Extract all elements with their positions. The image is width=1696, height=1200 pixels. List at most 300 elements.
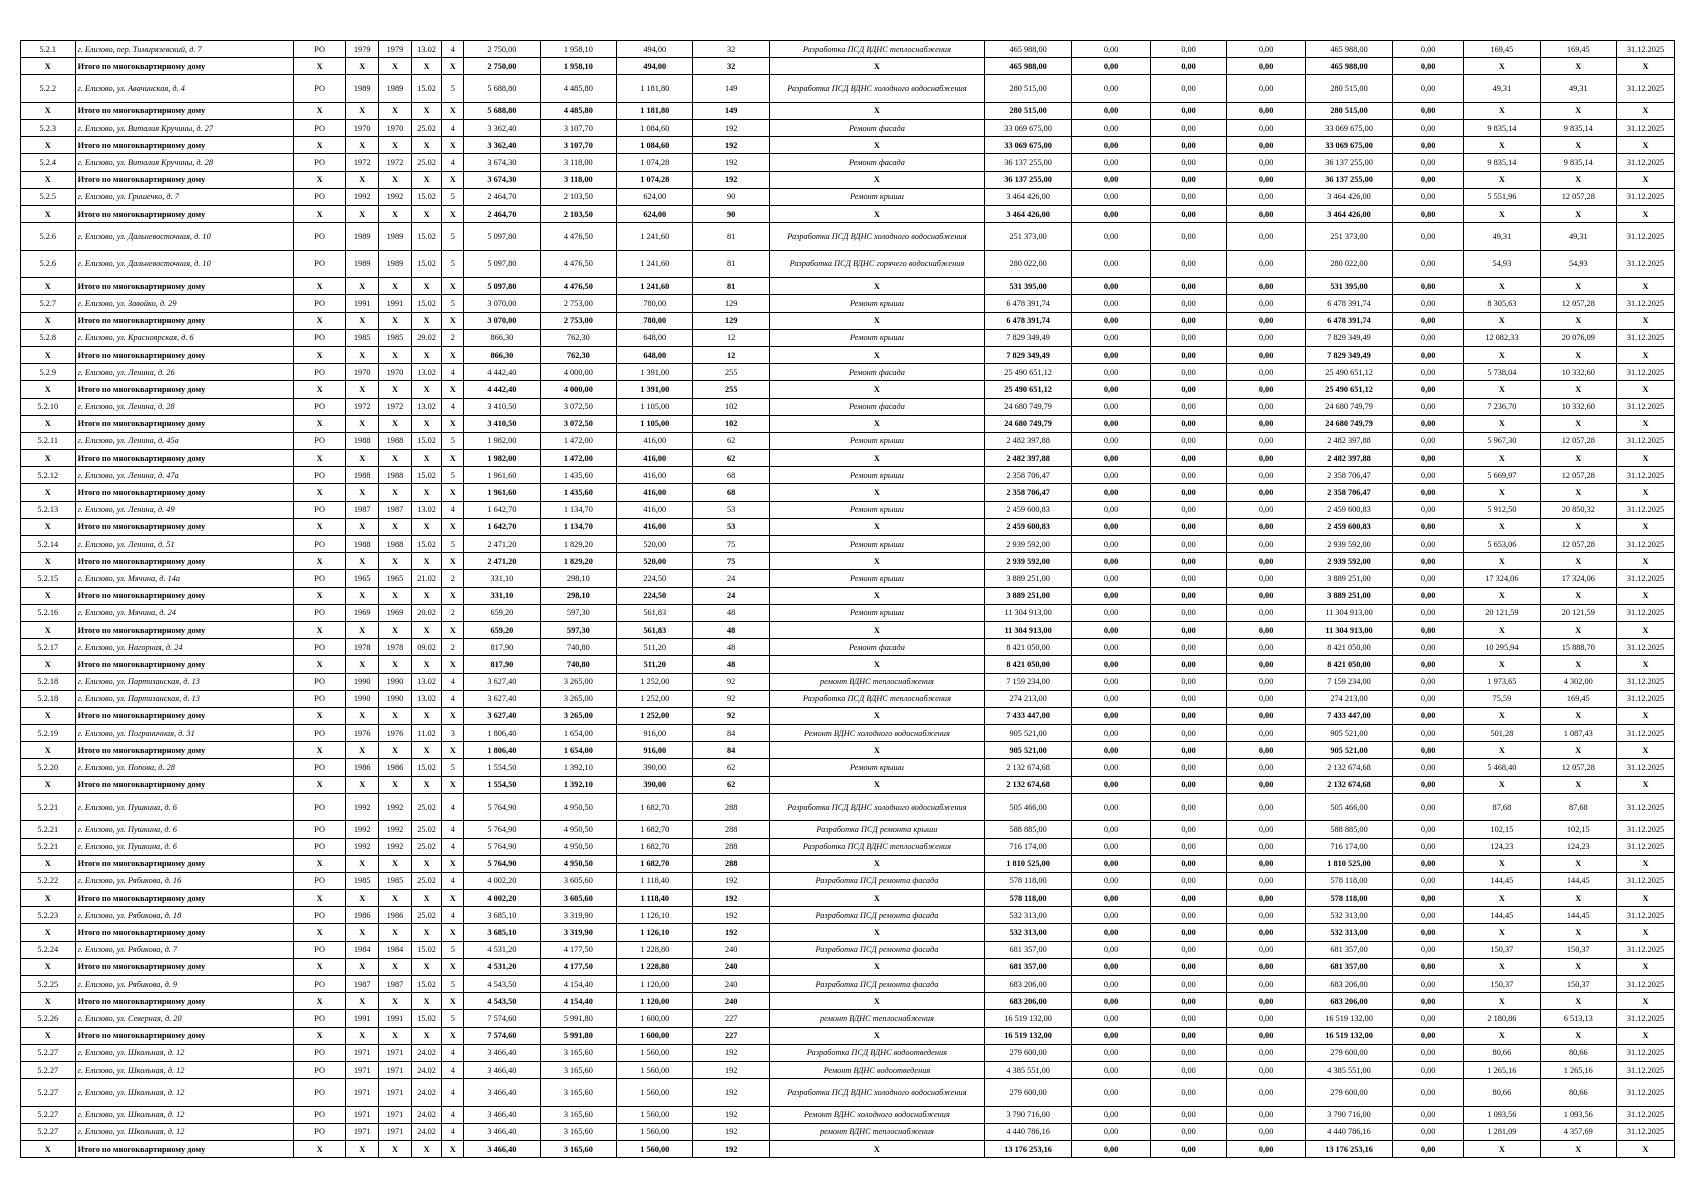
cell-wall-material: Х <box>411 381 442 398</box>
cell-address: Итого по многоквартирному дому <box>75 742 293 759</box>
cell-living-area: 3 118,00 <box>540 154 616 171</box>
cell-deadline: 31.12.2025 <box>1617 673 1675 690</box>
cell-total-area: 3 362,40 <box>464 120 540 137</box>
cell-municipal-funds: 0,00 <box>1227 120 1306 137</box>
cell-floors: Х <box>442 312 464 329</box>
cell-living-area: 3 265,00 <box>540 690 616 707</box>
cell-operator: Х <box>293 855 345 872</box>
cell-regional-funds: 0,00 <box>1150 1141 1226 1158</box>
cell-other-funds: 0,00 <box>1393 673 1464 690</box>
table-row <box>21 250 1675 278</box>
cell-deadline: Х <box>1617 381 1675 398</box>
cell-deadline: 31.12.2025 <box>1617 690 1675 707</box>
cell-residents: 129 <box>693 312 769 329</box>
cell-wall-material: 15.02 <box>411 295 442 312</box>
cell-unit-cost: Х <box>1464 958 1540 975</box>
cell-federal-funds: 0,00 <box>1072 501 1151 518</box>
cell-address: г. Елизово, ул. Рябикова, д. 9 <box>75 976 293 993</box>
cell-municipal-funds: 0,00 <box>1227 907 1306 924</box>
cell-regional-funds: 0,00 <box>1150 432 1226 449</box>
cell-other-funds: 0,00 <box>1393 690 1464 707</box>
cell-regional-funds: 0,00 <box>1150 41 1226 58</box>
cell-roof-area: 520,00 <box>617 536 693 553</box>
cell-row-number: Х <box>21 137 76 154</box>
cell-address: г. Елизово, ул. Гришечко, д. 7 <box>75 188 293 205</box>
cell-deadline: 31.12.2025 <box>1617 250 1675 278</box>
cell-roof-area: 1 241,60 <box>617 250 693 278</box>
cell-municipal-funds: 0,00 <box>1227 171 1306 188</box>
cell-residents: 32 <box>693 58 769 75</box>
cell-wall-material: 15.02 <box>411 976 442 993</box>
cell-work-type: Х <box>769 553 984 570</box>
cell-work-type: Разработка ПСД ремонта фасада <box>769 976 984 993</box>
cell-commission-year: Х <box>379 776 412 793</box>
cell-work-type: Ремонт крыши <box>769 604 984 621</box>
cell-deadline: Х <box>1617 776 1675 793</box>
cell-owner-funds: 24 680 749,79 <box>1305 398 1392 415</box>
cell-total-cost: 578 118,00 <box>984 890 1071 907</box>
cell-commission-year: Х <box>379 278 412 295</box>
cell-commission-year: 1971 <box>379 1123 412 1140</box>
cell-unit-cost: 102,15 <box>1464 821 1540 838</box>
cell-living-area: 1 829,20 <box>540 536 616 553</box>
cell-total-area: 866,30 <box>464 346 540 363</box>
cell-commission-year: 1976 <box>379 725 412 742</box>
cell-regional-funds: 0,00 <box>1150 707 1226 724</box>
cell-municipal-funds: 0,00 <box>1227 484 1306 501</box>
cell-operator: РО <box>293 398 345 415</box>
cell-roof-area: 1 682,70 <box>617 838 693 855</box>
cell-living-area: 3 165,60 <box>540 1061 616 1078</box>
cell-federal-funds: 0,00 <box>1072 188 1151 205</box>
cell-floors: Х <box>442 707 464 724</box>
cell-deadline: Х <box>1617 450 1675 467</box>
cell-regional-funds: 0,00 <box>1150 793 1226 821</box>
cell-federal-funds: 0,00 <box>1072 604 1151 621</box>
cell-federal-funds: 0,00 <box>1072 941 1151 958</box>
cell-total-cost: 1 810 525,00 <box>984 855 1071 872</box>
cell-regional-funds: 0,00 <box>1150 1079 1226 1107</box>
cell-floors: Х <box>442 553 464 570</box>
cell-total-cost: 905 521,00 <box>984 742 1071 759</box>
cell-build-year: Х <box>346 776 379 793</box>
cell-address: Итого по многоквартирному дому <box>75 171 293 188</box>
cell-wall-material: Х <box>411 1141 442 1158</box>
cell-floors: 5 <box>442 295 464 312</box>
cell-owner-funds: 2 132 674,68 <box>1305 776 1392 793</box>
cell-deadline: Х <box>1617 137 1675 154</box>
cell-owner-funds: 280 515,00 <box>1305 102 1392 119</box>
cell-operator: РО <box>293 570 345 587</box>
cell-owner-funds: 2 132 674,68 <box>1305 759 1392 776</box>
cell-residents: 92 <box>693 690 769 707</box>
cell-federal-funds: 0,00 <box>1072 75 1151 103</box>
cell-max-unit-cost: 12 057,28 <box>1540 188 1616 205</box>
cell-deadline: 31.12.2025 <box>1617 398 1675 415</box>
table-row <box>21 536 1675 553</box>
cell-roof-area: 511,20 <box>617 656 693 673</box>
cell-living-area: 3 072,50 <box>540 398 616 415</box>
cell-federal-funds: 0,00 <box>1072 707 1151 724</box>
cell-operator: Х <box>293 346 345 363</box>
cell-commission-year: 1991 <box>379 1010 412 1027</box>
cell-commission-year: Х <box>379 312 412 329</box>
cell-municipal-funds: 0,00 <box>1227 415 1306 432</box>
cell-total-area: 659,20 <box>464 604 540 621</box>
cell-municipal-funds: 0,00 <box>1227 329 1306 346</box>
cell-wall-material: 20.02 <box>411 604 442 621</box>
cell-regional-funds: 0,00 <box>1150 587 1226 604</box>
cell-owner-funds: 7 829 349,49 <box>1305 346 1392 363</box>
cell-residents: 192 <box>693 154 769 171</box>
cell-roof-area: 511,20 <box>617 639 693 656</box>
cell-unit-cost: 150,37 <box>1464 941 1540 958</box>
cell-residents: 48 <box>693 621 769 638</box>
cell-operator: РО <box>293 501 345 518</box>
cell-roof-area: 416,00 <box>617 501 693 518</box>
cell-federal-funds: 0,00 <box>1072 553 1151 570</box>
cell-build-year: Х <box>346 171 379 188</box>
cell-federal-funds: 0,00 <box>1072 976 1151 993</box>
table-row <box>21 41 1675 58</box>
cell-total-cost: 8 421 050,00 <box>984 639 1071 656</box>
cell-residents: 129 <box>693 295 769 312</box>
cell-residents: 32 <box>693 41 769 58</box>
cell-other-funds: 0,00 <box>1393 518 1464 535</box>
table-row <box>21 432 1675 449</box>
cell-work-type: Х <box>769 484 984 501</box>
cell-floors: 2 <box>442 604 464 621</box>
cell-regional-funds: 0,00 <box>1150 604 1226 621</box>
cell-wall-material: Х <box>411 278 442 295</box>
cell-total-area: 3 674,30 <box>464 171 540 188</box>
cell-work-type: Ремонт ВДНС холодного водоснабжения <box>769 725 984 742</box>
cell-federal-funds: 0,00 <box>1072 154 1151 171</box>
cell-unit-cost: 20 121,59 <box>1464 604 1540 621</box>
cell-roof-area: 1 105,00 <box>617 415 693 432</box>
cell-municipal-funds: 0,00 <box>1227 707 1306 724</box>
cell-address: Итого по многоквартирному дому <box>75 312 293 329</box>
cell-owner-funds: 681 357,00 <box>1305 941 1392 958</box>
cell-unit-cost: Х <box>1464 890 1540 907</box>
cell-living-area: 4 000,00 <box>540 381 616 398</box>
cell-commission-year: Х <box>379 137 412 154</box>
cell-regional-funds: 0,00 <box>1150 941 1226 958</box>
cell-floors: Х <box>442 890 464 907</box>
cell-living-area: 4 950,50 <box>540 855 616 872</box>
cell-unit-cost: Х <box>1464 855 1540 872</box>
cell-operator: РО <box>293 75 345 103</box>
cell-operator: Х <box>293 621 345 638</box>
cell-floors: 5 <box>442 759 464 776</box>
cell-commission-year: 1990 <box>379 673 412 690</box>
cell-residents: 149 <box>693 75 769 103</box>
cell-total-area: 3 674,30 <box>464 154 540 171</box>
cell-federal-funds: 0,00 <box>1072 872 1151 889</box>
cell-work-type: Х <box>769 450 984 467</box>
cell-address: г. Елизово, ул. Пушкина, д. 6 <box>75 821 293 838</box>
cell-operator: Х <box>293 890 345 907</box>
subtotal-row <box>21 102 1675 119</box>
cell-build-year: Х <box>346 587 379 604</box>
cell-municipal-funds: 0,00 <box>1227 1044 1306 1061</box>
cell-row-number: Х <box>21 776 76 793</box>
cell-address: г. Елизово, ул. Школьная, д. 12 <box>75 1044 293 1061</box>
cell-build-year: 1989 <box>346 75 379 103</box>
cell-total-area: 4 531,20 <box>464 941 540 958</box>
cell-commission-year: 1972 <box>379 398 412 415</box>
cell-owner-funds: 2 358 706,47 <box>1305 484 1392 501</box>
cell-wall-material: 15.02 <box>411 536 442 553</box>
cell-row-number: 5.2.25 <box>21 976 76 993</box>
cell-total-cost: 16 519 132,00 <box>984 1010 1071 1027</box>
cell-build-year: 1976 <box>346 725 379 742</box>
subtotal-row <box>21 206 1675 223</box>
table-row <box>21 223 1675 251</box>
cell-build-year: 1990 <box>346 690 379 707</box>
cell-row-number: 5.2.26 <box>21 1010 76 1027</box>
cell-residents: 192 <box>693 907 769 924</box>
cell-build-year: 1989 <box>346 223 379 251</box>
cell-operator: РО <box>293 1010 345 1027</box>
cell-address: Итого по многоквартирному дому <box>75 993 293 1010</box>
cell-other-funds: 0,00 <box>1393 188 1464 205</box>
cell-residents: 62 <box>693 432 769 449</box>
cell-commission-year: Х <box>379 855 412 872</box>
cell-commission-year: 1992 <box>379 793 412 821</box>
cell-unit-cost: Х <box>1464 137 1540 154</box>
cell-wall-material: Х <box>411 656 442 673</box>
cell-operator: Х <box>293 656 345 673</box>
cell-total-cost: 3 464 426,00 <box>984 206 1071 223</box>
cell-federal-funds: 0,00 <box>1072 587 1151 604</box>
cell-unit-cost: 1 093,56 <box>1464 1106 1540 1123</box>
cell-build-year: Х <box>346 890 379 907</box>
cell-commission-year: 1991 <box>379 295 412 312</box>
cell-other-funds: 0,00 <box>1393 278 1464 295</box>
cell-build-year: Х <box>346 58 379 75</box>
cell-total-area: 4 002,20 <box>464 872 540 889</box>
cell-row-number: 5.2.21 <box>21 821 76 838</box>
cell-row-number: Х <box>21 1141 76 1158</box>
cell-operator: Х <box>293 1141 345 1158</box>
cell-build-year: 1988 <box>346 536 379 553</box>
cell-address: г. Елизово, ул. Ленина, д. 26 <box>75 364 293 381</box>
cell-operator: РО <box>293 295 345 312</box>
cell-living-area: 4 485,80 <box>540 75 616 103</box>
cell-residents: 227 <box>693 1027 769 1044</box>
cell-total-area: 3 410,50 <box>464 415 540 432</box>
cell-residents: 192 <box>693 1079 769 1107</box>
cell-commission-year: 1990 <box>379 690 412 707</box>
cell-wall-material: Х <box>411 890 442 907</box>
cell-municipal-funds: 0,00 <box>1227 1010 1306 1027</box>
cell-deadline: 31.12.2025 <box>1617 154 1675 171</box>
cell-federal-funds: 0,00 <box>1072 993 1151 1010</box>
cell-owner-funds: 7 159 234,00 <box>1305 673 1392 690</box>
cell-commission-year: 1987 <box>379 501 412 518</box>
cell-federal-funds: 0,00 <box>1072 1141 1151 1158</box>
cell-federal-funds: 0,00 <box>1072 206 1151 223</box>
cell-deadline: 31.12.2025 <box>1617 501 1675 518</box>
cell-row-number: Х <box>21 312 76 329</box>
cell-total-area: 5 688,80 <box>464 102 540 119</box>
cell-total-area: 2 750,00 <box>464 41 540 58</box>
cell-wall-material: 15.02 <box>411 188 442 205</box>
cell-living-area: 4 950,50 <box>540 793 616 821</box>
cell-living-area: 4 177,50 <box>540 941 616 958</box>
cell-total-cost: 7 159 234,00 <box>984 673 1071 690</box>
cell-build-year: 1992 <box>346 793 379 821</box>
cell-address: Итого по многоквартирному дому <box>75 346 293 363</box>
cell-municipal-funds: 0,00 <box>1227 742 1306 759</box>
cell-floors: 5 <box>442 250 464 278</box>
cell-owner-funds: 36 137 255,00 <box>1305 154 1392 171</box>
cell-federal-funds: 0,00 <box>1072 907 1151 924</box>
cell-work-type: ремонт ВДНС теплоснабжения <box>769 1123 984 1140</box>
cell-commission-year: Х <box>379 958 412 975</box>
cell-address: г. Елизово, ул. Ленина, д. 47а <box>75 467 293 484</box>
cell-row-number: Х <box>21 415 76 432</box>
cell-build-year: Х <box>346 484 379 501</box>
cell-build-year: Х <box>346 1027 379 1044</box>
cell-commission-year: 1971 <box>379 1106 412 1123</box>
cell-regional-funds: 0,00 <box>1150 621 1226 638</box>
cell-max-unit-cost: 9 835,14 <box>1540 120 1616 137</box>
cell-residents: 192 <box>693 872 769 889</box>
cell-wall-material: 24.02 <box>411 1123 442 1140</box>
cell-total-area: 3 410,50 <box>464 398 540 415</box>
table-row <box>21 501 1675 518</box>
cell-living-area: 1 472,00 <box>540 450 616 467</box>
cell-roof-area: 916,00 <box>617 725 693 742</box>
cell-roof-area: 1 560,00 <box>617 1044 693 1061</box>
cell-row-number: 5.2.9 <box>21 364 76 381</box>
cell-total-area: 1 961,60 <box>464 484 540 501</box>
cell-max-unit-cost: Х <box>1540 587 1616 604</box>
cell-roof-area: 1 118,40 <box>617 890 693 907</box>
cell-municipal-funds: 0,00 <box>1227 518 1306 535</box>
cell-living-area: 3 265,00 <box>540 673 616 690</box>
cell-regional-funds: 0,00 <box>1150 1123 1226 1140</box>
cell-residents: 53 <box>693 518 769 535</box>
cell-work-type: Ремонт крыши <box>769 501 984 518</box>
cell-unit-cost: Х <box>1464 278 1540 295</box>
cell-floors: 4 <box>442 1106 464 1123</box>
cell-other-funds: 0,00 <box>1393 621 1464 638</box>
cell-municipal-funds: 0,00 <box>1227 821 1306 838</box>
cell-total-cost: 681 357,00 <box>984 958 1071 975</box>
cell-total-area: 4 543,50 <box>464 976 540 993</box>
cell-owner-funds: 4 440 786,16 <box>1305 1123 1392 1140</box>
cell-deadline: 31.12.2025 <box>1617 872 1675 889</box>
cell-build-year: 1979 <box>346 41 379 58</box>
cell-residents: 192 <box>693 1106 769 1123</box>
cell-unit-cost: Х <box>1464 1141 1540 1158</box>
cell-build-year: 1992 <box>346 188 379 205</box>
cell-municipal-funds: 0,00 <box>1227 58 1306 75</box>
cell-floors: 4 <box>442 41 464 58</box>
cell-unit-cost: Х <box>1464 621 1540 638</box>
cell-total-area: 1 961,60 <box>464 467 540 484</box>
cell-unit-cost: 5 669,97 <box>1464 467 1540 484</box>
cell-municipal-funds: 0,00 <box>1227 398 1306 415</box>
cell-address: Итого по многоквартирному дому <box>75 553 293 570</box>
cell-wall-material: Х <box>411 484 442 501</box>
cell-floors: Х <box>442 171 464 188</box>
cell-owner-funds: 465 988,00 <box>1305 41 1392 58</box>
cell-max-unit-cost: 102,15 <box>1540 821 1616 838</box>
cell-total-area: 866,30 <box>464 329 540 346</box>
cell-total-area: 1 982,00 <box>464 432 540 449</box>
cell-total-cost: 3 889 251,00 <box>984 587 1071 604</box>
cell-wall-material: 15.02 <box>411 75 442 103</box>
cell-row-number: Х <box>21 958 76 975</box>
cell-residents: 192 <box>693 1123 769 1140</box>
cell-build-year: 1965 <box>346 570 379 587</box>
cell-other-funds: 0,00 <box>1393 432 1464 449</box>
cell-commission-year: Х <box>379 587 412 604</box>
cell-address: г. Елизово, ул. Дальневосточная, д. 10 <box>75 250 293 278</box>
cell-floors: 4 <box>442 1123 464 1140</box>
cell-other-funds: 0,00 <box>1393 725 1464 742</box>
cell-total-cost: 251 373,00 <box>984 223 1071 251</box>
table-row <box>21 398 1675 415</box>
cell-floors: 4 <box>442 1044 464 1061</box>
cell-operator: РО <box>293 1106 345 1123</box>
cell-other-funds: 0,00 <box>1393 742 1464 759</box>
cell-total-cost: 531 395,00 <box>984 278 1071 295</box>
cell-commission-year: Х <box>379 707 412 724</box>
cell-max-unit-cost: 12 057,28 <box>1540 759 1616 776</box>
cell-other-funds: 0,00 <box>1393 415 1464 432</box>
cell-municipal-funds: 0,00 <box>1227 776 1306 793</box>
cell-commission-year: Х <box>379 742 412 759</box>
cell-other-funds: 0,00 <box>1393 346 1464 363</box>
cell-work-type: Разработка ПСД ВДНС теплоснабжения <box>769 41 984 58</box>
cell-municipal-funds: 0,00 <box>1227 381 1306 398</box>
table-row <box>21 570 1675 587</box>
cell-row-number: Х <box>21 171 76 188</box>
cell-row-number: 5.2.10 <box>21 398 76 415</box>
cell-row-number: 5.2.20 <box>21 759 76 776</box>
cell-max-unit-cost: 87,68 <box>1540 793 1616 821</box>
cell-address: г. Елизово, ул. Мячина, д. 14а <box>75 570 293 587</box>
cell-other-funds: 0,00 <box>1393 364 1464 381</box>
cell-owner-funds: 683 206,00 <box>1305 976 1392 993</box>
cell-living-area: 4 154,40 <box>540 976 616 993</box>
cell-wall-material: 24.02 <box>411 1106 442 1123</box>
cell-roof-area: 416,00 <box>617 432 693 449</box>
cell-regional-funds: 0,00 <box>1150 872 1226 889</box>
cell-municipal-funds: 0,00 <box>1227 501 1306 518</box>
cell-municipal-funds: 0,00 <box>1227 278 1306 295</box>
table-row <box>21 1079 1675 1107</box>
cell-operator: РО <box>293 536 345 553</box>
cell-total-cost: 280 515,00 <box>984 75 1071 103</box>
cell-total-cost: 505 466,00 <box>984 793 1071 821</box>
cell-municipal-funds: 0,00 <box>1227 838 1306 855</box>
cell-commission-year: Х <box>379 1141 412 1158</box>
cell-residents: 192 <box>693 1044 769 1061</box>
cell-deadline: 31.12.2025 <box>1617 821 1675 838</box>
cell-federal-funds: 0,00 <box>1072 518 1151 535</box>
cell-floors: 5 <box>442 1010 464 1027</box>
cell-commission-year: 1986 <box>379 907 412 924</box>
table-row <box>21 690 1675 707</box>
subtotal-row <box>21 1141 1675 1158</box>
cell-owner-funds: 3 790 716,00 <box>1305 1106 1392 1123</box>
